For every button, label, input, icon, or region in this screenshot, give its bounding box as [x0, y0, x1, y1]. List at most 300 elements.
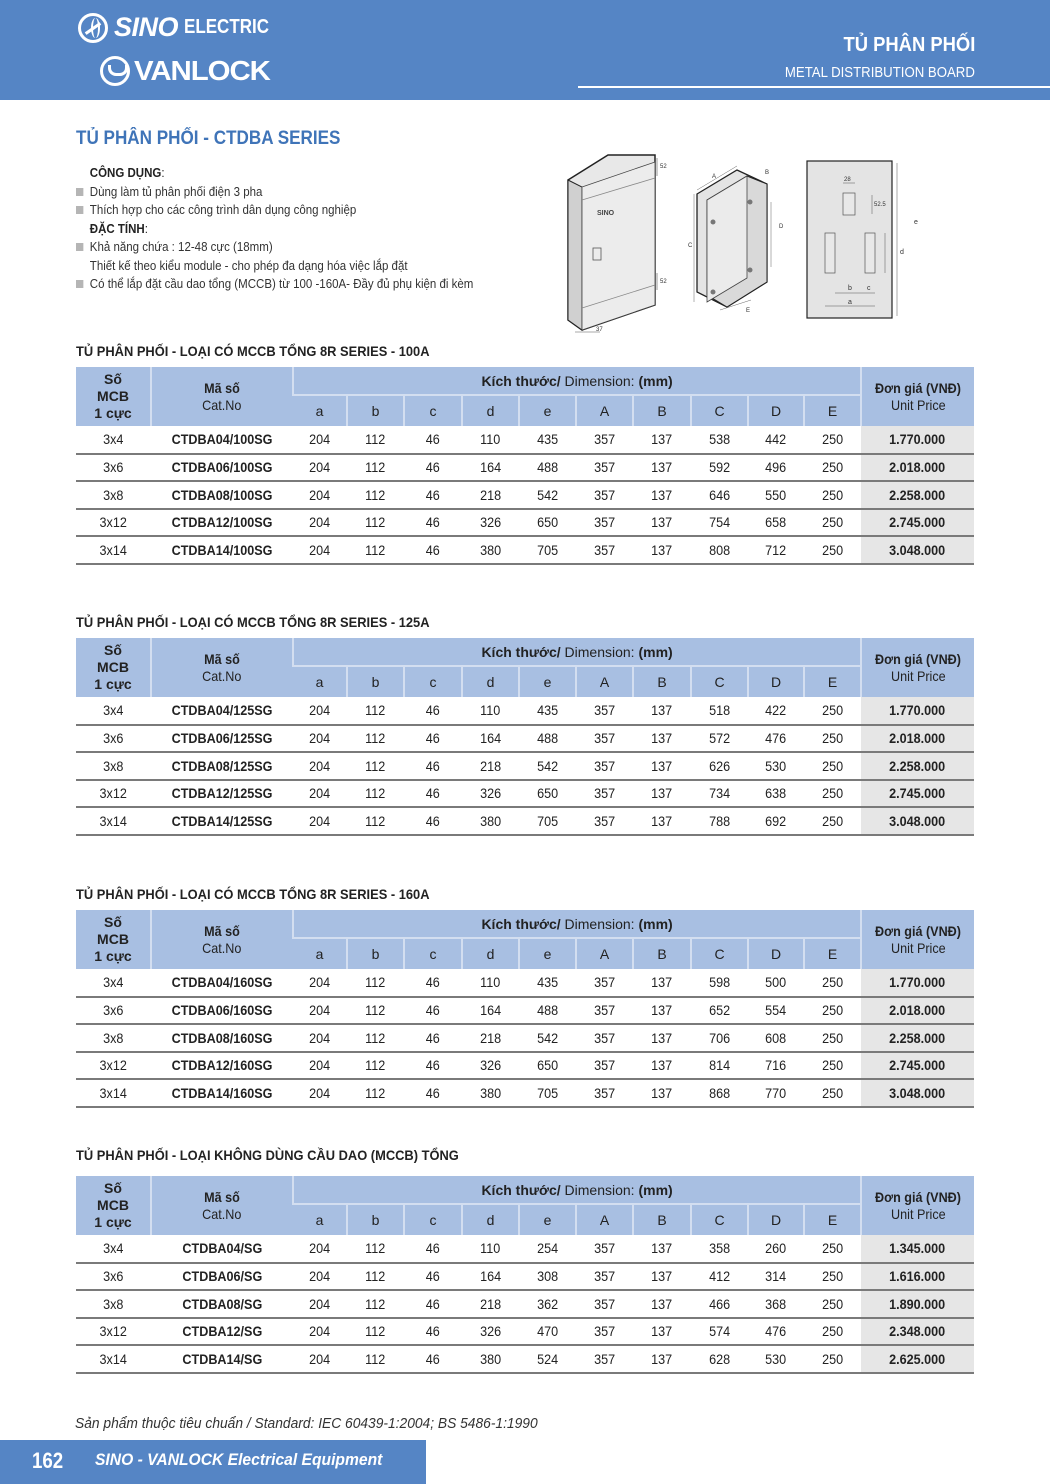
cell-dim: [404, 752, 462, 780]
header-dim-unit: (mm): [638, 915, 673, 932]
header-dim-unit: (mm): [638, 372, 673, 389]
cell-dim: [462, 780, 519, 808]
cell-dim: [519, 725, 576, 753]
cell-dim: [347, 1318, 404, 1346]
cell-cat-no: [151, 481, 293, 509]
table-row: [76, 1024, 974, 1052]
cell-dim: [633, 1235, 691, 1263]
cell-dim-text: 357: [593, 1002, 616, 1019]
cell-dim: [691, 780, 748, 808]
header-mcb-line: 1 cực: [94, 1214, 132, 1230]
cell-dim-text: 204: [309, 1268, 331, 1285]
cell-dim: [519, 1052, 576, 1080]
cell-dim: [404, 1318, 462, 1346]
cell-dim-text: 357: [593, 757, 616, 774]
cell-dim-text: 137: [651, 1029, 673, 1046]
cell-price-text: 1.890.000: [889, 1295, 946, 1312]
cell-dim: [519, 752, 576, 780]
cell-dim: [576, 481, 633, 509]
cell-cat-no-text: CTDBA14/160SG: [171, 1084, 273, 1101]
header-cat-vi: Mã số: [204, 1188, 240, 1205]
cell-dim-text: 542: [536, 757, 559, 774]
cell-dim-text: 218: [479, 1029, 502, 1046]
cell-price-text: 1.616.000: [889, 1268, 946, 1285]
cell-dim-text: 204: [309, 1350, 331, 1367]
table-row: [76, 807, 974, 835]
svg-text:C: C: [688, 243, 693, 249]
svg-text:a: a: [848, 299, 852, 306]
page-number: 162: [32, 1448, 64, 1473]
header-dim-col: A: [576, 666, 633, 697]
cell-dim-text: 542: [536, 486, 559, 503]
cell-dim: [293, 1290, 347, 1318]
cell-dim-text: 542: [536, 1029, 559, 1046]
header-cat-vi: Mã số: [204, 379, 240, 396]
header-dim-col: a: [293, 395, 347, 426]
cell-dim-text: 250: [822, 974, 844, 991]
cell-dim-text: 712: [765, 541, 787, 558]
cell-dim: [633, 1263, 691, 1291]
cell-dim-text: 250: [822, 459, 844, 476]
cell-dim: [519, 969, 576, 997]
cell-dim-text: 357: [593, 702, 616, 719]
cell-dim-text: 476: [765, 730, 787, 747]
cell-dim: [404, 997, 462, 1025]
cell-dim-text: 250: [822, 1002, 844, 1019]
cell-dim: [748, 752, 804, 780]
footer-brand-text: SINO - VANLOCK Electrical Equipment: [95, 1450, 383, 1469]
cell-price: [861, 1345, 974, 1373]
cell-dim: [293, 697, 347, 725]
header-dim-col: E: [804, 938, 861, 969]
cell-dim: [293, 807, 347, 835]
cell-cat-no: [151, 969, 293, 997]
header-cat-en: Cat.No: [202, 939, 242, 956]
cell-dim-text: 357: [593, 1295, 616, 1312]
cell-cat-no: [151, 1263, 293, 1291]
cell-dim-text: 734: [708, 785, 731, 802]
cell-dim-text: 204: [309, 1029, 331, 1046]
header-dim-col: c: [404, 938, 462, 969]
cell-price: [861, 1052, 974, 1080]
cell-dim-text: 788: [708, 812, 731, 829]
cell-dim: [633, 1290, 691, 1318]
spec-table: [76, 1176, 974, 1374]
cell-dim-text: 46: [425, 1057, 441, 1074]
cell-price: [861, 454, 974, 482]
cell-dim: [404, 426, 462, 454]
cell-mcb: [76, 1290, 151, 1318]
cell-dim-text: 380: [479, 1350, 502, 1367]
table-section-title: TỦ PHÂN PHỐI - LOẠI CÓ MCCB TỔNG 8R SERIES - 125A: [76, 614, 430, 630]
cell-dim: [804, 697, 861, 725]
cell-dim-text: 137: [651, 757, 673, 774]
cell-dim-text: 357: [593, 1268, 616, 1285]
header-cat-en: Cat.No: [202, 396, 242, 413]
cell-cat-no: [151, 1235, 293, 1263]
cell-dim-text: 204: [309, 1323, 331, 1340]
cell-dim: [404, 481, 462, 509]
cell-dim-text: 46: [425, 459, 441, 476]
cell-dim-text: 250: [822, 541, 844, 558]
cell-mcb-text: 3x12: [99, 1323, 128, 1340]
cell-cat-no-text: CTDBA06/125SG: [171, 730, 273, 747]
cell-dim: [691, 1290, 748, 1318]
cell-dim: [576, 780, 633, 808]
cell-dim: [347, 997, 404, 1025]
isometric-view-diagram: [685, 162, 790, 317]
header-mcb-line: MCB: [97, 388, 129, 404]
cell-dim: [347, 1052, 404, 1080]
header-dim-col: c: [404, 1204, 462, 1235]
feature-item: Có thể lắp đặt cầu dao tổng (MCCB) từ 100 -160A- Đầy đủ phụ kiện đi kèm: [76, 275, 473, 294]
cell-dim-text: 46: [425, 541, 441, 558]
cell-dim: [576, 536, 633, 564]
table-row: [76, 697, 974, 725]
header-cat-no: [151, 910, 293, 969]
header-price-en: Unit Price: [890, 667, 946, 684]
header-dim-col: d: [462, 666, 519, 697]
cell-dim-text: 628: [708, 1350, 731, 1367]
cell-dim-text: 357: [593, 459, 616, 476]
cell-dim-text: 204: [309, 1084, 331, 1101]
cell-dim-text: 650: [536, 785, 559, 802]
cell-cat-no-text: CTDBA08/125SG: [171, 757, 273, 774]
cell-dim-text: 250: [822, 1295, 844, 1312]
cell-dim-text: 112: [365, 1057, 386, 1074]
cell-dim-text: 380: [479, 541, 502, 558]
cell-dim-text: 626: [708, 757, 731, 774]
cell-dim: [293, 536, 347, 564]
cell-price: [861, 997, 974, 1025]
cell-dim: [404, 807, 462, 835]
cell-cat-no-text: CTDBA04/SG: [182, 1240, 262, 1257]
cell-price: [861, 969, 974, 997]
svg-text:c: c: [867, 285, 871, 292]
cell-dim-text: 164: [479, 1268, 502, 1285]
header-mcb: [76, 1176, 151, 1235]
header-mcb-line: Số: [104, 914, 122, 930]
cell-price-text: 2.018.000: [889, 459, 946, 476]
cell-mcb-text: 3x12: [99, 514, 128, 531]
cell-mcb-text: 3x6: [103, 730, 124, 747]
cell-cat-no-text: CTDBA06/SG: [182, 1268, 262, 1285]
cell-cat-no: [151, 1290, 293, 1318]
cell-dim-text: 658: [765, 514, 787, 531]
cell-dim: [576, 1345, 633, 1373]
cell-dim: [691, 1263, 748, 1291]
cell-dim: [576, 1052, 633, 1080]
cell-dim-text: 357: [593, 730, 616, 747]
cell-dim-text: 204: [309, 812, 331, 829]
header-dim-col: D: [748, 938, 804, 969]
cell-dim-text: 204: [309, 757, 331, 774]
cell-dim: [519, 509, 576, 537]
cell-dim: [519, 697, 576, 725]
cell-mcb-text: 3x12: [99, 1057, 128, 1074]
cell-cat-no-text: CTDBA08/160SG: [171, 1029, 273, 1046]
cell-dim: [347, 725, 404, 753]
logo-vanlock-text: VANLOCK: [134, 55, 270, 86]
cell-dim: [633, 536, 691, 564]
cell-dim-text: 646: [708, 486, 731, 503]
cell-dim-text: 112: [365, 1002, 386, 1019]
cell-dim-text: 137: [651, 459, 673, 476]
cell-dim-text: 488: [536, 459, 559, 476]
intro-block: [76, 164, 473, 294]
cell-dim: [576, 454, 633, 482]
cell-dim-text: 204: [309, 730, 331, 747]
cell-dim-text: 326: [479, 514, 502, 531]
header-mcb-line: 1 cực: [94, 676, 132, 692]
cell-cat-no: [151, 725, 293, 753]
cell-dim-text: 164: [479, 730, 502, 747]
cell-dim-text: 112: [365, 459, 386, 476]
cell-dim: [633, 1024, 691, 1052]
cell-dim: [347, 1345, 404, 1373]
cell-dim: [347, 752, 404, 780]
cell-dim-text: 137: [651, 974, 673, 991]
table-row: [76, 426, 974, 454]
cell-dim: [691, 481, 748, 509]
header-mcb-line: 1 cực: [94, 405, 132, 421]
header-dimension: [293, 910, 861, 938]
cell-dim: [804, 1235, 861, 1263]
cell-dim-text: 422: [765, 702, 787, 719]
cell-dim: [633, 481, 691, 509]
header-dim-col: d: [462, 1204, 519, 1235]
cell-dim: [748, 697, 804, 725]
header-dim-unit: (mm): [638, 1181, 673, 1198]
cell-mcb: [76, 454, 151, 482]
cell-price-text: 2.745.000: [889, 1057, 946, 1074]
header-cat-vi: Mã số: [204, 922, 240, 939]
cell-dim: [576, 1235, 633, 1263]
cell-dim: [347, 1024, 404, 1052]
cell-dim: [347, 1235, 404, 1263]
cell-dim-text: 254: [536, 1240, 559, 1257]
header-mcb-line: Số: [104, 642, 122, 658]
table-row: [76, 725, 974, 753]
cell-dim-text: 716: [765, 1057, 787, 1074]
cell-dim-text: 308: [536, 1268, 559, 1285]
cell-dim-text: 112: [365, 812, 386, 829]
cell-dim: [462, 1318, 519, 1346]
cell-dim-text: 137: [651, 730, 673, 747]
cell-dim: [462, 1024, 519, 1052]
cell-dim: [804, 426, 861, 454]
cell-cat-no-text: CTDBA08/SG: [182, 1295, 262, 1312]
cell-dim: [404, 1345, 462, 1373]
cell-dim-text: 204: [309, 431, 331, 448]
cell-dim: [576, 807, 633, 835]
spec-table: [76, 910, 974, 1108]
cell-dim-text: 554: [765, 1002, 787, 1019]
cell-dim: [347, 807, 404, 835]
cell-mcb-text: 3x4: [103, 1240, 124, 1257]
table-row: [76, 536, 974, 564]
cell-dim: [462, 1052, 519, 1080]
cell-dim: [576, 1024, 633, 1052]
cell-dim-text: 46: [425, 1002, 441, 1019]
cell-dim: [576, 969, 633, 997]
cell-dim-text: 357: [593, 1350, 616, 1367]
header-dim-en: Dimension:: [560, 915, 639, 932]
cell-dim-text: 250: [822, 1240, 844, 1257]
cell-price: [861, 426, 974, 454]
header-dim-en: Dimension:: [560, 1181, 639, 1198]
cell-dim-text: 705: [536, 812, 559, 829]
header-cat-no: [151, 638, 293, 697]
cell-dim-text: 380: [479, 1084, 502, 1101]
cell-cat-no-text: CTDBA14/100SG: [171, 541, 273, 558]
cell-dim-text: 204: [309, 486, 331, 503]
cell-dim-text: 608: [765, 1029, 787, 1046]
cell-dim-text: 112: [365, 974, 386, 991]
header-dim-col: E: [804, 395, 861, 426]
svg-text:SINO: SINO: [597, 210, 615, 217]
cell-dim: [462, 1079, 519, 1107]
cell-cat-no-text: CTDBA12/SG: [182, 1323, 262, 1340]
cell-dim: [347, 426, 404, 454]
cell-dim-text: 412: [708, 1268, 731, 1285]
cell-price: [861, 1024, 974, 1052]
cell-price: [861, 536, 974, 564]
cell-dim: [691, 1318, 748, 1346]
cell-dim-text: 706: [708, 1029, 731, 1046]
svg-text:52: 52: [660, 279, 667, 285]
header-dim-col: E: [804, 1204, 861, 1235]
cell-mcb-text: 3x6: [103, 459, 124, 476]
cell-mcb-text: 3x8: [103, 1029, 124, 1046]
header-price-vi: Đơn giá (VNĐ): [875, 1188, 962, 1205]
cell-price: [861, 481, 974, 509]
cell-dim-text: 500: [765, 974, 787, 991]
cell-dim-text: 357: [593, 1323, 616, 1340]
cell-dim: [462, 1235, 519, 1263]
logo-sino-text: SINO: [114, 12, 179, 42]
cell-dim-text: 204: [309, 541, 331, 558]
cell-mcb-text: 3x14: [99, 1084, 128, 1101]
cell-dim-text: 550: [765, 486, 787, 503]
cell-dim-text: 496: [765, 459, 787, 476]
table-row: [76, 1345, 974, 1373]
vanlock-logo-icon: [100, 56, 130, 86]
cell-cat-no-text: CTDBA04/160SG: [171, 974, 273, 991]
cell-dim: [576, 725, 633, 753]
cell-dim: [462, 997, 519, 1025]
cell-dim-text: 110: [480, 1240, 501, 1257]
cell-dim-text: 538: [708, 431, 731, 448]
cell-dim-text: 112: [365, 486, 386, 503]
header-dim-col: B: [633, 938, 691, 969]
spec-table: [76, 638, 974, 836]
cell-dim-text: 250: [822, 785, 844, 802]
cell-dim: [576, 1290, 633, 1318]
header-dim-col: C: [691, 395, 748, 426]
header-dim-en: Dimension:: [560, 643, 639, 660]
cell-dim-text: 46: [425, 702, 441, 719]
cell-dim-text: 368: [765, 1295, 787, 1312]
cell-dim-text: 524: [536, 1350, 559, 1367]
cell-dim: [748, 509, 804, 537]
cell-dim: [404, 1263, 462, 1291]
header-dim-col: c: [404, 666, 462, 697]
cell-cat-no-text: CTDBA12/160SG: [171, 1057, 273, 1074]
cell-dim-text: 46: [425, 1084, 441, 1101]
header-dim-vi: Kích thước/: [481, 643, 561, 660]
cell-dim-text: 137: [651, 541, 673, 558]
cell-dim: [804, 1345, 861, 1373]
cell-dim-text: 204: [309, 1002, 331, 1019]
cell-dim-text: 137: [651, 1240, 673, 1257]
header-title: TỦ PHÂN PHỐI: [843, 34, 975, 56]
cell-dim: [748, 1318, 804, 1346]
header-dim-col: e: [519, 938, 576, 969]
cell-dim: [293, 1318, 347, 1346]
cell-dim: [633, 780, 691, 808]
cell-dim-text: 357: [593, 1029, 616, 1046]
cell-cat-no-text: CTDBA14/125SG: [171, 812, 273, 829]
cell-price-text: 2.745.000: [889, 514, 946, 531]
cell-dim-text: 218: [479, 757, 502, 774]
cell-price: [861, 1263, 974, 1291]
cell-dim: [404, 1024, 462, 1052]
mounting-plate-diagram: [800, 158, 925, 323]
svg-text:28: 28: [844, 177, 851, 183]
cell-price-text: 3.048.000: [889, 1084, 946, 1101]
header-price-en: Unit Price: [890, 939, 946, 956]
svg-text:B: B: [765, 170, 770, 176]
cell-dim-text: 204: [309, 514, 331, 531]
cell-dim: [633, 454, 691, 482]
cell-dim: [519, 1024, 576, 1052]
cell-cat-no-text: CTDBA06/100SG: [171, 459, 273, 476]
cell-price: [861, 1079, 974, 1107]
cell-dim: [462, 725, 519, 753]
cell-dim: [748, 454, 804, 482]
cell-price-text: 2.258.000: [889, 486, 946, 503]
cell-mcb: [76, 969, 151, 997]
cell-cat-no: [151, 1052, 293, 1080]
cell-dim: [691, 536, 748, 564]
header-dim-col: a: [293, 1204, 347, 1235]
cell-dim-text: 137: [651, 431, 673, 448]
header-price-vi: Đơn giá (VNĐ): [875, 922, 962, 939]
cell-mcb-text: 3x14: [99, 812, 128, 829]
cell-dim: [347, 454, 404, 482]
cell-dim: [748, 1052, 804, 1080]
cell-dim: [691, 807, 748, 835]
cell-cat-no: [151, 454, 293, 482]
cell-mcb: [76, 752, 151, 780]
cell-dim-text: 357: [593, 514, 616, 531]
header-dim-col: e: [519, 666, 576, 697]
cell-mcb: [76, 1024, 151, 1052]
cell-dim: [462, 536, 519, 564]
spec-table: [76, 367, 974, 565]
svg-text:e: e: [914, 219, 918, 226]
cell-mcb: [76, 509, 151, 537]
table-row: [76, 481, 974, 509]
cell-dim-text: 110: [480, 974, 501, 991]
svg-text:A: A: [712, 174, 717, 180]
header-unit-price: [861, 910, 974, 969]
cell-mcb: [76, 1235, 151, 1263]
cell-mcb: [76, 1345, 151, 1373]
cell-dim-text: 112: [365, 785, 386, 802]
cell-dim-text: 250: [822, 1057, 844, 1074]
